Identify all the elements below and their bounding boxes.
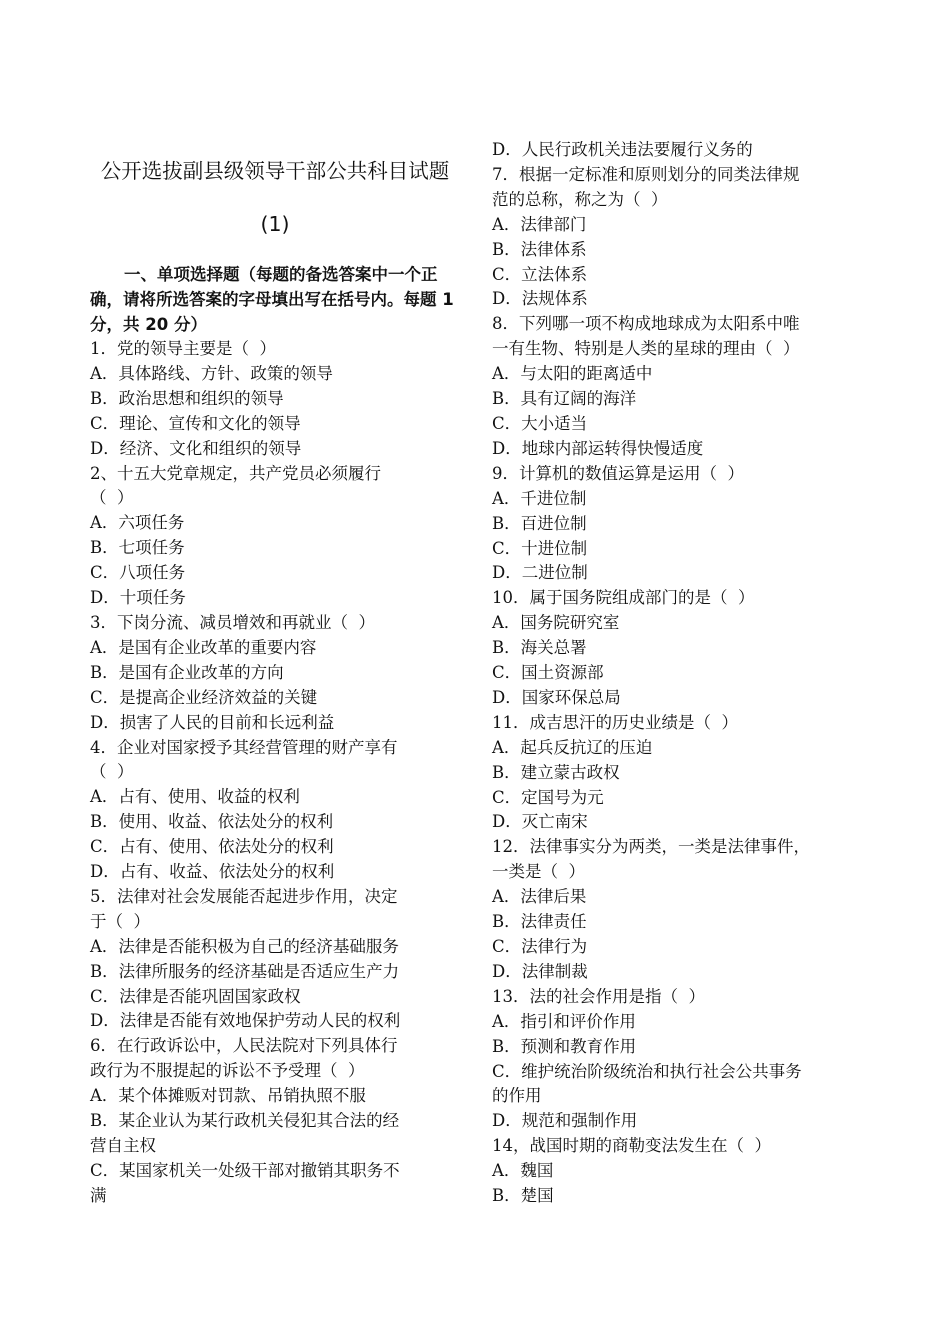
question-line: D．占有、收益、依法处分的权利 (90, 862, 335, 882)
question-line: A．国务院研究室 (492, 613, 620, 633)
question-line: 一类是（ ） (492, 862, 585, 882)
question-line: 范的总称，称之为（ ） (492, 189, 668, 209)
question-line: C．维护统治阶级统治和执行社会公共事务 (492, 1061, 802, 1081)
question-line: D．规范和强制作用 (492, 1111, 638, 1131)
question-line: A．法律后果 (492, 887, 587, 907)
question-line: A．六项任务 (90, 513, 185, 533)
question-line: D．灭亡南宋 (492, 812, 588, 832)
question-line: C．立法体系 (492, 264, 588, 284)
question-line: 2、十五大党章规定，共产党员必须履行 (90, 463, 381, 483)
question-line: A．指引和评价作用 (492, 1011, 636, 1031)
question-line: B．使用、收益、依法处分的权利 (90, 812, 334, 832)
question-line: D．损害了人民的目前和长远利益 (90, 712, 335, 732)
question-line: A．魏国 (492, 1161, 554, 1181)
question-line: B．法律所服务的经济基础是否适应生产力 (90, 961, 400, 981)
question-line: 3．下岗分流、减员增效和再就业（ ） (90, 612, 375, 632)
question-line: C．占有、使用、依法处分的权利 (90, 837, 334, 857)
question-line: 4．企业对国家授予其经营管理的财产享有 (90, 737, 398, 757)
question-line: A．与太阳的距离适中 (492, 364, 653, 384)
question-line: 5．法律对社会发展能否起进步作用，决定 (90, 886, 398, 906)
question-line: 满 (90, 1185, 107, 1205)
question-line: D．十项任务 (90, 588, 186, 608)
question-line: A．是国有企业改革的重要内容 (90, 637, 317, 657)
page-title: 公开选拔副县级领导干部公共科目试题(1) (100, 159, 450, 236)
question-line: D．国家环保总局 (492, 687, 621, 707)
question-line: A．某个体摊贩对罚款、吊销执照不服 (90, 1086, 366, 1106)
question-line: C．八项任务 (90, 563, 186, 583)
question-line: B．法律体系 (492, 239, 587, 259)
question-line: C．法律是否能巩固国家政权 (90, 986, 301, 1006)
question-line: C．十进位制 (492, 538, 588, 558)
question-line: C．国土资源部 (492, 663, 604, 683)
question-line: C．是提高企业经济效益的关键 (90, 687, 318, 707)
question-line: A．法律部门 (492, 214, 587, 234)
question-line: A．具体路线、方针、政策的领导 (90, 363, 333, 383)
question-line: 的作用 (492, 1086, 542, 1106)
question-line: 10．属于国务院组成部门的是（ ） (492, 588, 755, 608)
question-line: 于（ ） (90, 911, 150, 931)
right-column (492, 138, 862, 1209)
question-line: A．占有、使用、收益的权利 (90, 787, 300, 807)
left-column (90, 337, 460, 1209)
question-line: 6．在行政诉讼中，人民法院对下列具体行 (90, 1036, 398, 1056)
question-line: B．建立蒙古政权 (492, 762, 620, 782)
question-line: D．人民行政机关违法要履行义务的 (492, 140, 753, 159)
question-line: B．是国有企业改革的方向 (90, 662, 284, 682)
question-line: 14，战国时期的商勒变法发生在（ ） (492, 1136, 771, 1156)
question-line: 13．法的社会作用是指（ ） (492, 986, 705, 1006)
question-line: D．经济、文化和组织的领导 (90, 438, 302, 458)
question-line: B．楚国 (492, 1186, 554, 1206)
question-line: B．百进位制 (492, 513, 587, 533)
question-line: （ ） (90, 762, 134, 782)
section-heading: 一、单项选择题（每题的备选答案中一个正确，请将所选答案的字母填出写在括号内。每题 1 分，共 20 分） (90, 265, 454, 334)
question-line: D．法律制裁 (492, 961, 588, 981)
question-line: 政行为不服提起的诉讼不予受理（ ） (90, 1061, 365, 1081)
question-line: C．大小适当 (492, 413, 588, 433)
question-line: 9．计算机的数值运算是运用（ ） (492, 463, 744, 483)
question-line: 营自主权 (90, 1136, 156, 1155)
question-line: C．某国家机关一处级干部对撤销其职务不 (90, 1160, 400, 1180)
question-line: C．法律行为 (492, 937, 588, 956)
question-line: C．理论、宣传和文化的领导 (90, 413, 301, 433)
question-line: C．定国号为元 (492, 787, 604, 807)
question-line: B．具有辽阔的海洋 (492, 389, 637, 409)
question-line: D．二进位制 (492, 563, 588, 583)
question-line: （ ） (90, 488, 134, 508)
question-line: D．法规体系 (492, 289, 588, 309)
question-line: 一有生物、特别是人类的星球的理由（ ） (492, 339, 800, 359)
question-line: 1．党的领导主要是（ ） (90, 339, 276, 358)
question-line: B．某企业认为某行政机关侵犯其合法的经 (90, 1111, 400, 1131)
question-line: B．政治思想和组织的领导 (90, 388, 284, 408)
question-line: B．七项任务 (90, 538, 185, 558)
question-line: 7．根据一定标准和原则划分的同类法律规 (492, 164, 800, 184)
question-line: 12．法律事实分为两类，一类是法律事件， (492, 837, 810, 857)
question-line: 8．下列哪一项不构成地球成为太阳系中唯 (492, 314, 800, 334)
question-line: D．法律是否能有效地保护劳动人民的权利 (90, 1011, 401, 1031)
question-line: A．千进位制 (492, 488, 587, 508)
question-line: B．预测和教育作用 (492, 1036, 637, 1056)
question-line: A．起兵反抗辽的压迫 (492, 737, 653, 757)
question-line: D．地球内部运转得快慢适度 (492, 438, 704, 458)
question-line: B．海关总署 (492, 638, 587, 658)
question-line: B．法律责任 (492, 912, 587, 932)
question-line: A．法律是否能积极为自己的经济基础服务 (90, 936, 399, 956)
question-line: 11．成吉思汗的历史业绩是（ ） (492, 712, 738, 732)
